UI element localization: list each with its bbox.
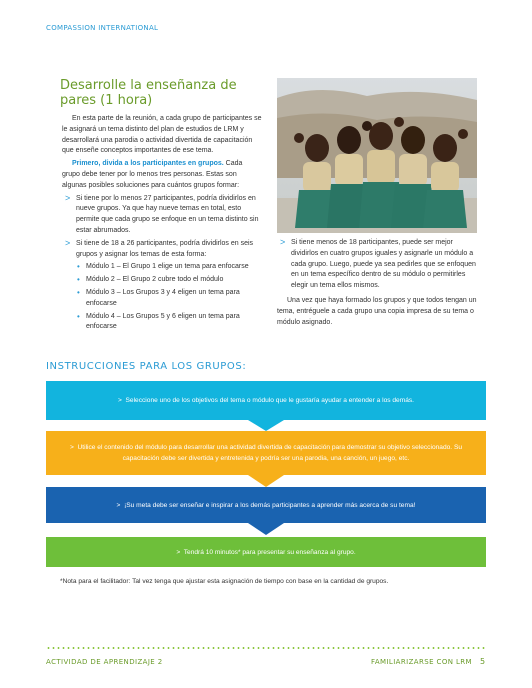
sub-item-text: Módulo 2 – El Grupo 2 cubre todo el módulo (86, 276, 224, 284)
children-photo (277, 78, 477, 233)
facilitator-note: *Nota para el facilitador: Tal vez tenga que ajustar esta asignación de tiempo con base en la cantidad de grupos. (60, 578, 389, 585)
dot-icon: • (77, 287, 80, 297)
chevron-right-icon: > (280, 237, 286, 247)
closing-paragraph: Una vez que haya formado los grupos y que todos tengan un tema, entréguele a cada grupo una copia impresa de su tema o módulo asignado. (277, 296, 477, 326)
instructions-title: INSTRUCCIONES PARA LOS GRUPOS: (46, 361, 247, 372)
bullet-item (62, 194, 262, 237)
instruction-text: ¡Su meta debe ser enseñar e inspirar a los demás participantes a aprender más acerca de su tema! (124, 501, 416, 509)
section-title: Desarrolle la enseñanza de pares (1 hora) (60, 78, 237, 108)
step-highlight: Primero, divida a los participantes en grupos. (72, 160, 224, 168)
sub-list-item (62, 275, 262, 286)
chevron-right-icon: > (176, 548, 181, 556)
chevron-right-icon: > (69, 444, 74, 451)
intro-paragraph: En esta parte de la reunión, a cada grupo de participantes se le asignará un tema distinto del plan de estudios de LRM y desarrollará una parodia o actividad divertida de capacitación que enseñe conceptos importantes de ese tema. (62, 115, 262, 155)
chevron-right-icon: > (65, 237, 71, 248)
instruction-step-3 (46, 487, 486, 523)
dot-icon: • (77, 262, 80, 272)
instruction-step-1 (46, 381, 486, 420)
instruction-step-4 (46, 537, 486, 567)
chevron-right-icon: > (65, 192, 71, 203)
sub-item-text: Módulo 1 – El Grupo 1 elige un tema para enfocarse (86, 263, 249, 271)
step-paragraph (62, 159, 262, 191)
arrow-down-icon (248, 420, 284, 431)
bullet-item (62, 239, 262, 261)
sub-list-item (62, 288, 262, 310)
footer-activity: ACTIVIDAD DE APRENDIZAJE 2 (46, 658, 163, 666)
sub-list-item (62, 262, 262, 273)
step-text: Cada grupo debe tener por lo menos tres personas. Estas son algunas posibles soluciones para cuántos grupos formar: (62, 160, 243, 189)
chevron-right-icon: > (116, 501, 121, 509)
bullet-item (277, 238, 477, 292)
instruction-text: Utilice el contenido del módulo para desarrollar una actividad divertida de capacitación para demostrar su objetivo seleccionado. Su capacitación debe ser divertida y entretenida y podría ser una parodia, una canción, un juego, etc. (77, 444, 463, 462)
arrow-down-icon (248, 475, 284, 487)
footer-section: FAMILIARIZARSE CON LRM (371, 658, 472, 666)
header-brand: COMPASSION INTERNATIONAL (46, 24, 159, 32)
bullet-text: Si tiene por lo menos 27 participantes, podría dividirlos en nueve grupos. Ya que hay nueve temas en total, esto permite que cada grupo se enfoque en un tema distinto sin estar abrumados. (76, 194, 259, 234)
page-number: 5 (480, 657, 486, 666)
bullet-text: Si tiene de 18 a 26 participantes, podría dividirlos en seis grupos y asignar los temas de esta forma: (76, 239, 254, 258)
dot-icon: • (77, 311, 80, 321)
instruction-step-2 (46, 431, 486, 475)
left-column (62, 78, 262, 333)
arrow-down-icon (248, 523, 284, 535)
sub-item-text: Módulo 3 – Los Grupos 3 y 4 eligen un tema para enfocarse (86, 288, 240, 307)
sub-list-item (62, 312, 262, 334)
photo-illustration (277, 78, 477, 233)
sub-item-text: Módulo 4 – Los Grupos 5 y 6 eligen un tema para enfocarse (86, 312, 240, 331)
instruction-text: Tendrá 10 minutos* para presentar su enseñanza al grupo. (183, 548, 356, 556)
right-column (277, 238, 477, 330)
dot-icon: • (77, 275, 80, 285)
instruction-text: Seleccione uno de los objetivos del tema o módulo que le gustaría ayudar a entender a los demás. (125, 397, 414, 404)
bullet-text: Si tiene menos de 18 participantes, puede ser mejor dividirlos en cuatro grupos iguales y asignarle un módulo a cada grupo. Luego, puede ya sea pedirles que se enfoquen en un tema específico dentro de su módulo o permitirles elegir un tema ellos mismos. (291, 239, 476, 290)
chevron-right-icon: > (117, 397, 122, 404)
dotted-divider (46, 647, 486, 649)
